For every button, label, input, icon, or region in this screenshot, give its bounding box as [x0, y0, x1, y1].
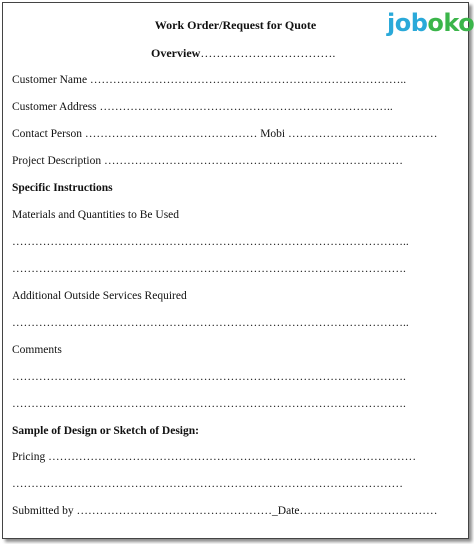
comments-label: Comments	[12, 344, 62, 356]
overview-label: Overview	[151, 46, 201, 60]
customer-name-field[interactable]: Customer Name ………………………………………………………………………..	[12, 74, 407, 86]
customer-address-field[interactable]: Customer Address …………………………………………………………………..	[12, 101, 393, 113]
services-line-1[interactable]: …………………………………………………………………………………………..	[12, 317, 409, 329]
specific-instructions-heading: Specific Instructions	[12, 182, 113, 194]
pricing-line-2[interactable]: …………………………………………………………………………………………	[12, 478, 403, 490]
overview-dots: …………………………….	[200, 46, 336, 60]
submitted-by-field[interactable]: Submitted by ……………………………………………_Date………………………………	[12, 505, 438, 517]
materials-line-2[interactable]: ………………………………………………………………………………………….	[12, 263, 406, 275]
comments-line-1[interactable]: ………………………………………………………………………………………….	[12, 371, 406, 383]
joboko-logo	[387, 9, 474, 41]
work-order-form	[2, 2, 474, 539]
contact-person-field[interactable]: Contact Person ……………………………………… Mobi …………………………………	[12, 128, 438, 140]
logo-text-oko: oko	[427, 9, 474, 37]
materials-line-1[interactable]: …………………………………………………………………………………………..	[12, 236, 409, 248]
sample-design-heading: Sample of Design or Sketch of Design:	[12, 425, 199, 437]
materials-label: Materials and Quantities to Be Used	[12, 209, 180, 221]
form-title: Work Order/Request for Quote	[154, 18, 317, 32]
comments-line-2[interactable]: ………………………………………………………………………………………….	[12, 398, 406, 410]
overview-heading	[151, 46, 335, 60]
pricing-field[interactable]: Pricing ……………………………………………………………………………………	[12, 451, 417, 463]
logo-text-job: job	[387, 9, 428, 37]
project-description-field[interactable]: Project Description ……………………………………………………………………	[12, 155, 403, 167]
additional-services-label: Additional Outside Services Required	[12, 290, 187, 302]
